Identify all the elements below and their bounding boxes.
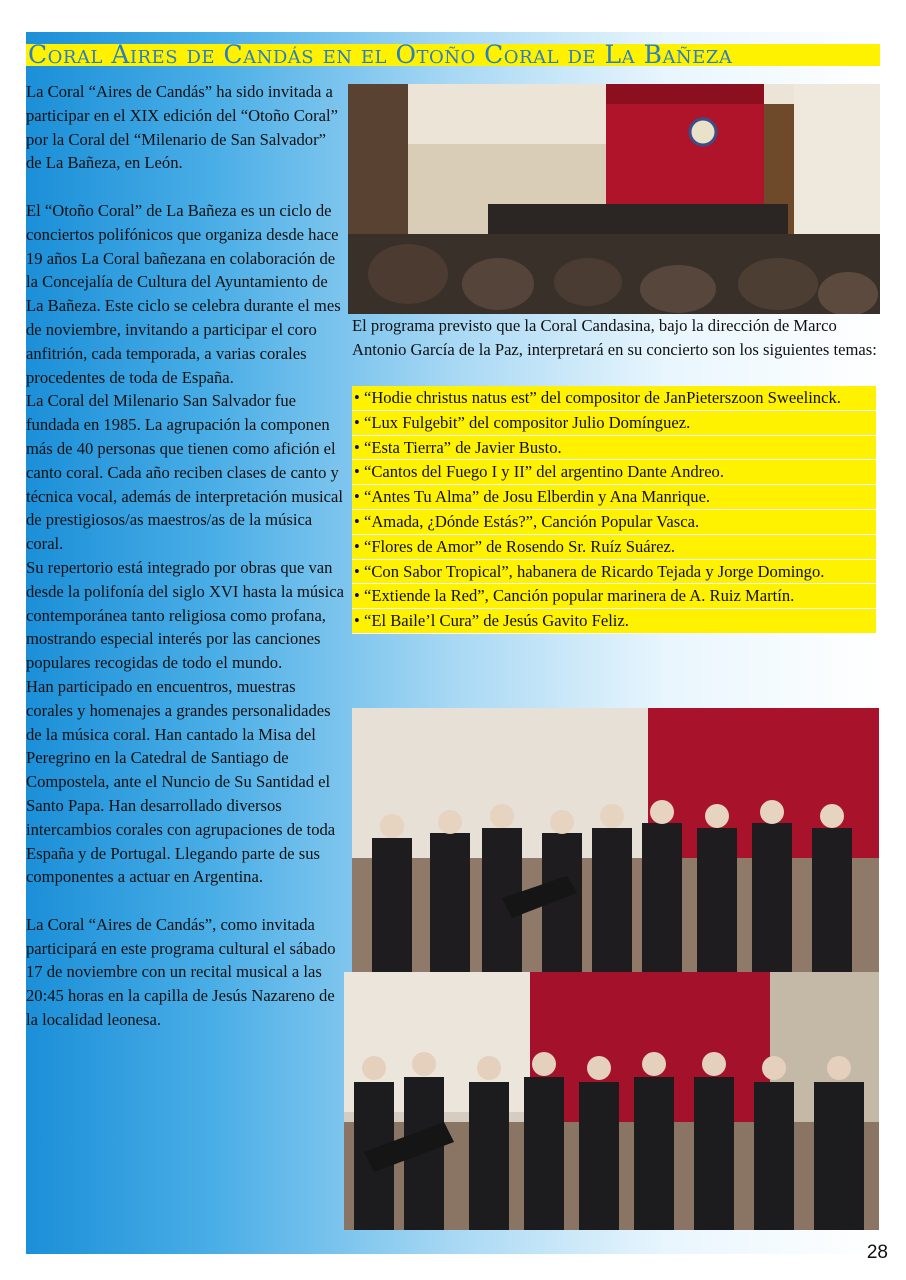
choir-photo-1	[352, 708, 879, 972]
page-title: Coral Aires de Candás en el Otoño Coral de La Bañeza	[28, 40, 733, 69]
song-item: • “Hodie christus natus est” del compositor de JanPieterszoon Sweelinck.	[352, 386, 876, 411]
song-item: • “Extiende la Red”, Canción popular marinera de A. Ruiz Martín.	[352, 584, 876, 609]
song-item: • “Cantos del Fuego I y II” del argentino Dante Andreo.	[352, 460, 876, 485]
song-item: • “Esta Tierra” de Javier Busto.	[352, 436, 876, 461]
paragraph-otono-coral: El “Otoño Coral” de La Bañeza es un ciclo de conciertos polifónicos que organiza desde hace 19 años La Coral bañezana en colaboración de la Concejalía de Cultura del Ayuntamiento de La Bañeza. Este ciclo se celebra durante el mes de noviembre, invitando a participar el coro anfitrión, cada temporada, a varias corales procedentes de toda de España.	[26, 200, 341, 387]
song-item: • “Flores de Amor” de Rosendo Sr. Ruíz Suárez.	[352, 535, 876, 560]
concert-audience-photo	[348, 84, 880, 314]
paragraph-repertorio: Su repertorio está integrado por obras que van desde la polifonía del siglo XVI hasta la música contemporánea tanto religiosa como profana, mostrando especial interés por las canciones populares recogidas de todo el mundo.	[26, 557, 344, 673]
left-article-column	[26, 80, 344, 1032]
program-intro: El programa previsto que la Coral Candasina, bajo la dirección de Marco Antonio García de la Paz, interpretará en su concierto son los siguientes temas:	[352, 316, 877, 359]
choir-photo-2	[344, 972, 879, 1230]
song-item: • “Con Sabor Tropical”, habanera de Ricardo Tejada y Jorge Domingo.	[352, 560, 876, 585]
song-item: • “El Baile’l Cura” de Jesús Gavito Feliz.	[352, 609, 876, 634]
song-list	[352, 386, 876, 634]
paragraph-milenario: La Coral del Milenario San Salvador fue fundada en 1985. La agrupación la componen más de 40 personas que tienen como afición el canto coral. Cada año reciben clases de canto y técnica vocal, además de interpretación musical de prestigiosos/as maestros/as de la música coral.	[26, 391, 343, 554]
song-item: • “Amada, ¿Dónde Estás?”, Canción Popular Vasca.	[352, 510, 876, 535]
paragraph-recital: La Coral “Aires de Candás”, como invitada participará en este programa cultural el sábado 17 de noviembre con un recital musical a las 20:45 horas en la capilla de Jesús Nazareno de la localidad leonesa.	[26, 914, 336, 1030]
paragraph-invitation: La Coral “Aires de Candás” ha sido invitada a participar en el XIX edición del “Otoño Coral” por la Coral del “Milenario de San Salvador” de La Bañeza, en León.	[26, 82, 338, 173]
paragraph-participaciones: Han participado en encuentros, muestras corales y homenajes a grandes personalidades de la música coral. Han cantado la Misa del Peregrino en la Catedral de Santiago de Compostela, ante el Nuncio de Su Santidad el Santo Papa. Han desarrollado diversos intercambios corales con agrupaciones de toda España y de Portugal. Llegando parte de sus componentes a actuar en Argentina.	[26, 676, 336, 887]
page-number: 28	[866, 1242, 888, 1263]
song-item: • “Antes Tu Alma” de Josu Elberdin y Ana Manrique.	[352, 485, 876, 510]
song-item: • “Lux Fulgebit” del compositor Julio Domínguez.	[352, 411, 876, 436]
